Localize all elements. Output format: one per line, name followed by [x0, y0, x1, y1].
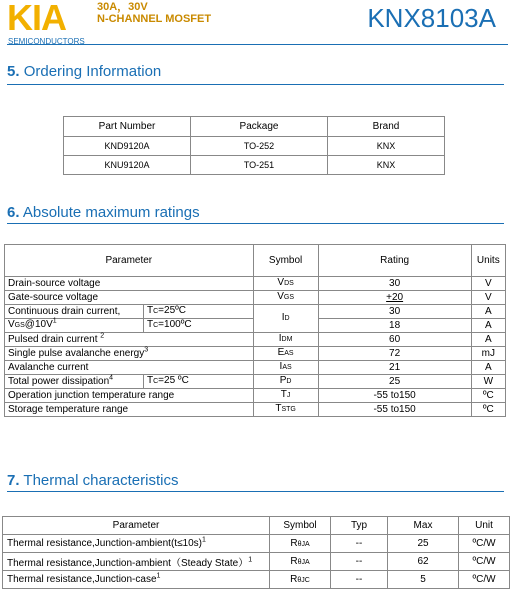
- header-rating: Rating: [318, 245, 471, 277]
- table-row: [5, 375, 506, 389]
- spec-type: N-CHANNEL MOSFET: [97, 13, 212, 25]
- condition: TC=100ºC: [144, 319, 254, 333]
- symbol: VDS: [253, 277, 318, 291]
- ordering-table: [63, 116, 445, 175]
- condition: TC=25 ºC: [144, 375, 254, 389]
- absolute-ratings-table: [4, 244, 506, 417]
- section-7-heading: [7, 472, 178, 489]
- table-row: [3, 535, 510, 553]
- header-symbol: Symbol: [253, 245, 318, 277]
- max: 25: [388, 535, 459, 553]
- part-number: KNX8103A: [367, 3, 496, 33]
- symbol: IDM: [253, 333, 318, 347]
- section-5-number: 5.: [7, 63, 20, 80]
- header-symbol: Symbol: [270, 517, 331, 535]
- section-5-title: Ordering Information: [23, 63, 162, 80]
- typ: --: [331, 535, 388, 553]
- table-row: [3, 571, 510, 589]
- unit: V: [471, 277, 505, 291]
- table-row: [5, 361, 506, 375]
- rating: +20: [318, 291, 471, 305]
- table-header-row: [5, 245, 506, 277]
- section-7-title: Thermal characteristics: [23, 472, 179, 489]
- unit: ºC: [471, 403, 505, 417]
- header-typ: Typ: [331, 517, 388, 535]
- table-row: [5, 333, 506, 347]
- table-row: [64, 156, 445, 175]
- section-6-title: Absolute maximum ratings: [22, 204, 200, 221]
- header-package: Package: [191, 117, 328, 137]
- table-row: [5, 347, 506, 361]
- cell-part: KND9120A: [64, 137, 191, 156]
- symbol: RθJA: [270, 553, 331, 571]
- table-row: [5, 291, 506, 305]
- section-6-divider: [7, 223, 504, 224]
- section-5-heading: [7, 63, 161, 80]
- header-brand: Brand: [328, 117, 445, 137]
- rating: 30: [318, 305, 471, 319]
- table-row: [5, 277, 506, 291]
- cell-brand: KNX: [328, 137, 445, 156]
- section-7-number: 7.: [7, 472, 20, 489]
- rating: 30: [318, 277, 471, 291]
- thermal-table: [2, 516, 510, 589]
- header-unit: Unit: [459, 517, 510, 535]
- cell-brand: KNX: [328, 156, 445, 175]
- header-part-number: Part Number: [64, 117, 191, 137]
- unit: A: [471, 319, 505, 333]
- logo-text: KIA: [7, 0, 66, 38]
- cell-package: TO-251: [191, 156, 328, 175]
- rating: -55 to150: [318, 389, 471, 403]
- unit: mJ: [471, 347, 505, 361]
- rating: 72: [318, 347, 471, 361]
- symbol: VGS: [253, 291, 318, 305]
- param: Storage temperature range: [5, 403, 254, 417]
- rating: 60: [318, 333, 471, 347]
- unit: ºC/W: [459, 571, 510, 589]
- unit: ºC/W: [459, 535, 510, 553]
- param: Operation junction temperature range: [5, 389, 254, 403]
- typ: --: [331, 571, 388, 589]
- max: 62: [388, 553, 459, 571]
- max: 5: [388, 571, 459, 589]
- rating: -55 to150: [318, 403, 471, 417]
- param: Avalanche current: [5, 361, 254, 375]
- param: Single pulse avalanche energy$^3$: [5, 347, 254, 361]
- param: Continuous drain current,: [5, 305, 144, 319]
- symbol: PD: [253, 375, 318, 389]
- table-header-row: [64, 117, 445, 137]
- symbol: RθJC: [270, 571, 331, 589]
- table-row: [5, 389, 506, 403]
- symbol: TSTG: [253, 403, 318, 417]
- header-parameter: Parameter: [3, 517, 270, 535]
- table-row: [64, 137, 445, 156]
- symbol: EAS: [253, 347, 318, 361]
- cell-part: KNU9120A: [64, 156, 191, 175]
- unit: ºC/W: [459, 553, 510, 571]
- symbol: TJ: [253, 389, 318, 403]
- unit: W: [471, 375, 505, 389]
- rating: 25: [318, 375, 471, 389]
- header-parameter: Parameter: [5, 245, 254, 277]
- param: Total power dissipation$^4$: [5, 375, 144, 389]
- typ: --: [331, 553, 388, 571]
- logo-subtext: SEMICONDUCTORS: [8, 37, 85, 46]
- symbol: ID: [253, 305, 318, 333]
- section-7-divider: [7, 491, 504, 492]
- param: Thermal resistance,Junction-ambient（Steady State）$^1$: [3, 553, 270, 571]
- symbol: RθJA: [270, 535, 331, 553]
- section-6-heading: [7, 204, 200, 221]
- unit: ºC: [471, 389, 505, 403]
- section-6-number: 6.: [7, 204, 20, 221]
- table-row: [5, 403, 506, 417]
- table-header-row: [3, 517, 510, 535]
- param: $VGS@10V^1$: [5, 319, 144, 333]
- kia-logo: [7, 2, 87, 44]
- symbol: IAS: [253, 361, 318, 375]
- unit: V: [471, 291, 505, 305]
- header-max: Max: [388, 517, 459, 535]
- header-units: Units: [471, 245, 505, 277]
- unit: A: [471, 333, 505, 347]
- param: Pulsed drain current $^2$: [5, 333, 254, 347]
- table-row: [5, 305, 506, 319]
- param: Drain-source voltage: [5, 277, 254, 291]
- rating: 18: [318, 319, 471, 333]
- spec-rating: 30A，30V: [97, 1, 148, 13]
- param: Thermal resistance,Junction-ambient(t≤10s)$^1$: [3, 535, 270, 553]
- unit: A: [471, 361, 505, 375]
- section-5-divider: [7, 84, 504, 85]
- cell-package: TO-252: [191, 137, 328, 156]
- param: Thermal resistance,Junction-case$^1$: [3, 571, 270, 589]
- header-divider: [7, 44, 508, 45]
- table-row: [3, 553, 510, 571]
- param: Gate-source voltage: [5, 291, 254, 305]
- unit: A: [471, 305, 505, 319]
- condition: TC=25ºC: [144, 305, 254, 319]
- rating: 21: [318, 361, 471, 375]
